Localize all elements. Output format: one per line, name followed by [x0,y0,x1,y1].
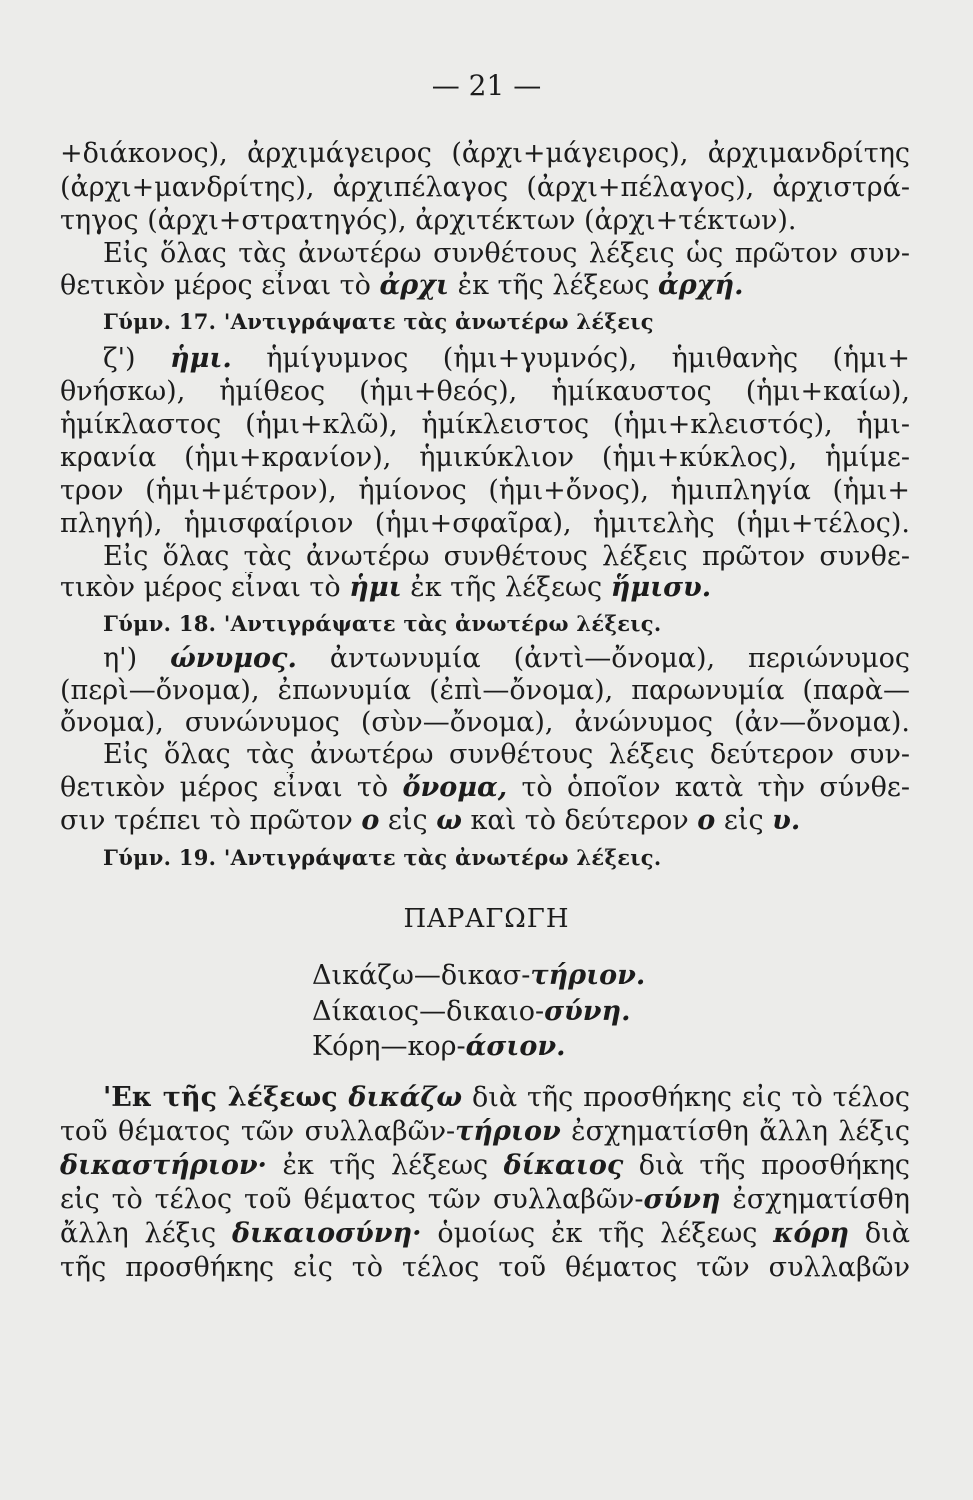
paragraph-line: 'Εκ τῆς λέξεως δικάζω διὰ τῆς προσθήκης εἰς τὸ τέλος [103,1082,910,1113]
summary-line: θετικὸν μέρος εἶναι τὸ ὄνομα, τὸ ὁποῖον κατὰ τὴν σύνθε- [60,772,910,803]
paragraph-line: ἄλλη λέξις δικαιοσύνη· ὁμοίως ἐκ τῆς λέξεως κόρη διὰ [60,1218,910,1249]
derivation-example: Κόρη—κορ-άσιον. [312,1031,566,1062]
text-line: +διάκονος), ἀρχιμάγειρος (ἀρχι+μάγειρος), ἀρχιμανδρίτης [60,138,910,169]
section-prefix: ώνυμος. [170,643,297,674]
text-line: τρον (ἡμι+μέτρον), ἡμίονος (ἡμι+ὄνος), ἡμιπληγία (ἡμι+ [60,475,910,506]
emphasized-term: ἥμισυ. [610,572,712,603]
section-heading: ΠΑΡΑΓΩΓΗ [403,904,570,934]
emphasized-term: ἀρχι [379,270,449,301]
summary-line: θετικὸν μέρος εἶναι τὸ ἀρχι ἐκ τῆς λέξεως ἀρχή. [60,270,744,301]
summary-line: σιν τρέπει τὸ πρῶτον ο εἰς ω καὶ τὸ δεύτερον ο εἰς υ. [60,805,801,836]
derivation-suffix: άσιον. [465,1031,566,1062]
summary-line: Εἰς ὅλας τὰς ἀνωτέρω συνθέτους λέξεις ὡς πρῶτον συν- [103,238,910,269]
derivation-example: Δίκαιος—δικαιο-σύνη. [312,996,631,1027]
page-number: — 21 — [431,70,542,102]
summary-line: Εἰς ὅλας τὰς ἀνωτέρω συνθέτους λέξεις πρῶτον συνθε- [103,541,910,572]
derivation-suffix: σύνη. [544,996,631,1027]
text-line: (ἀρχι+μανδρίτης), ἀρχιπέλαγος (ἀρχι+πέλαγος), ἀρχιστρά- [60,172,910,203]
text-line: ὄνομα), συνώνυμος (σὺν—ὄνομα), ἀνώνυμος (ἀν—ὄνομα). [60,707,910,738]
summary-line: τικὸν μέρος εἶναι τὸ ἡμι ἐκ τῆς λέξεως ἥμισυ. [60,572,712,603]
derivation-example: Δικάζω—δικασ-τήριον. [312,960,646,991]
text-line: τηγος (ἀρχι+στρατηγός), ἀρχιτέκτων (ἀρχι+τέκτων). [60,205,797,236]
text-line: κρανία (ἡμι+κρανίον), ἡμικύκλιον (ἡμι+κύκλος), ἡμίμε- [60,442,910,473]
exercise-instruction: Γύμν. 19. 'Αντιγράψατε τὰς ἀνωτέρω λέξεις. [103,845,662,870]
exercise-instruction: Γύμν. 17. 'Αντιγράψατε τὰς ἀνωτέρω λέξεις [103,309,654,334]
paragraph-line: τῆς προσθήκης εἰς τὸ τέλος τοῦ θέματος τῶν συλλαβῶν [60,1252,910,1283]
text-line: ἡμίκλαστος (ἡμι+κλῶ), ἡμίκλειστος (ἡμι+κλειστός), ἡμι- [60,409,910,440]
paragraph-line: εἰς τὸ τέλος τοῦ θέματος τῶν συλλαβῶν-σύνη ἐσχηματίσθη [60,1184,910,1215]
paragraph-line: δικαστήριον· ἐκ τῆς λέξεως δίκαιος διὰ τῆς προσθήκης [60,1150,910,1181]
emphasized-term: ἀρχή. [658,270,744,301]
text-line: πληγή), ἡμισφαίριον (ἡμι+σφαῖρα), ἡμιτελὴς (ἡμι+τέλος). [60,508,910,539]
emphasized-term: ὄνομα, [402,772,508,803]
section-label: η') [103,643,138,674]
section-label: ζ') [103,343,136,374]
derivation-suffix: τήριον. [530,960,646,991]
section-first-line: ζ') ἡμι. ἡμίγυμνος (ἡμι+γυμνός), ἡμιθανὴς (ἡμι+ [103,343,910,374]
text-line: θνήσκω), ἡμίθεος (ἡμι+θεός), ἡμίκαυστος (ἡμι+καίω), [60,376,910,407]
exercise-instruction: Γύμν. 18. 'Αντιγράψατε τὰς ἀνωτέρω λέξεις. [103,611,662,636]
section-prefix: ἡμι. [169,343,232,374]
paragraph-line: τοῦ θέματος τῶν συλλαβῶν-τήριον ἐσχηματίσθη ἄλλη λέξις [60,1116,910,1147]
section-first-line: η') ώνυμος. ἀντωνυμία (ἀντὶ—ὄνομα), περιώνυμος [103,643,910,674]
emphasized-term: ἡμι [349,572,402,603]
summary-line: Εἰς ὅλας τὰς ἀνωτέρω συνθέτους λέξεις δεύτερον συν- [103,739,910,770]
text-line: (περὶ—ὄνομα), ἐπωνυμία (ἐπὶ—ὄνομα), παρωνυμία (παρὰ— [60,675,910,706]
